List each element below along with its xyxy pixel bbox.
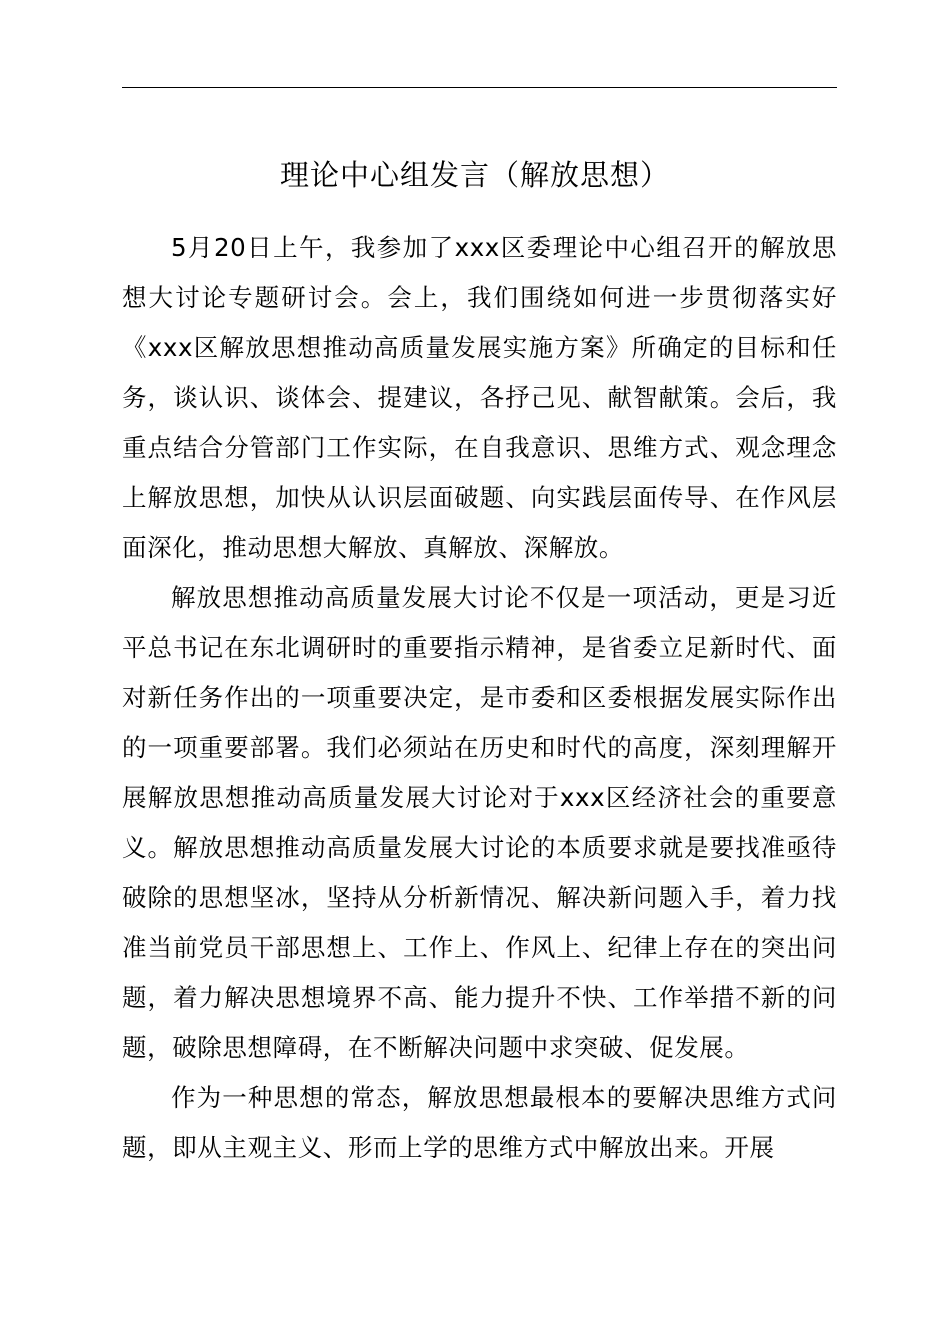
document-body [122, 223, 837, 1173]
body-paragraph: 5月20日上午，我参加了xxx区委理论中心组召开的解放思想大讨论专题研讨会。会上，我们围绕如何进一步贯彻落实好《xxx区解放思想推动高质量发展实施方案》所确定的目标和任务，谈认识、谈体会、提建议，各抒己见、献智献策。会后，我重点结合分管部门工作实际，在自我意识、思维方式、观念理念上解放思想，加快从认识层面破题、向实践层面传导、在作风层面深化，推动思想大解放、真解放、深解放。 [122, 233, 837, 562]
header-rule [122, 87, 837, 88]
body-paragraph: 解放思想推动高质量发展大讨论不仅是一项活动，更是习近平总书记在东北调研时的重要指示精神，是省委立足新时代、面对新任务作出的一项重要决定，是市委和区委根据发展实际作出的一项重要部署。我们必须站在历史和时代的高度，深刻理解开展解放思想推动高质量发展大讨论对于xxx区经济社会的重要意义。解放思想推动高质量发展大讨论的本质要求就是要找准亟待破除的思想坚冰，坚持从分析新情况、解决新问题入手，着力找准当前党员干部思想上、工作上、作风上、纪律上存在的突出问题，着力解决思想境界不高、能力提升不快、工作举措不新的问题，破除思想障碍，在不断解决问题中求突破、促发展。 [122, 583, 837, 1062]
body-paragraph: 作为一种思想的常态，解放思想最根本的要解决思维方式问题，即从主观主义、形而上学的思维方式中解放出来。开展 [122, 1083, 837, 1162]
page-title: 理论中心组发言（解放思想） [279, 158, 670, 192]
